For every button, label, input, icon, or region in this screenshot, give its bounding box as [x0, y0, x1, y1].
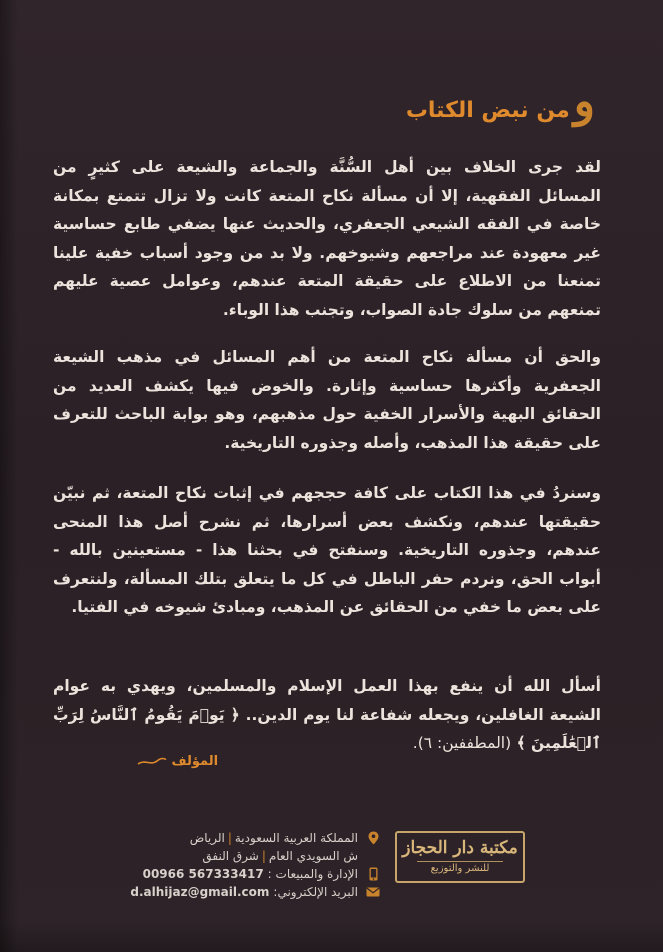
email-label: البريد الإلكتروني: [273, 885, 358, 899]
paragraph-4 [53, 672, 601, 758]
paragraph-2: والحق أن مسألة نكاح المتعة من أهم المسائل في مذهب الشيعة الجعفرية وأكثرها حساسية وإثارة. والخوض فيها يكشف العديد من الحقائق البهية والأسرار الخفية حول مذهبهم، وهو بوابة الباحث للتعرف على حقيقة هذا المذهب، وأصله وجذوره التاريخية. [53, 348, 601, 452]
phone-number[interactable]: 00966 567333417 [142, 867, 264, 881]
publisher-logo [395, 831, 525, 883]
envelope-icon [366, 885, 380, 899]
section-heading [405, 76, 595, 132]
author-label: المؤلف [171, 754, 219, 769]
paragraph-1: لقد جرى الخلاف بين أهل السُّنَّة والجماعة والشيعة على كثيرٍ من المسائل الفقهية، إلا أن مسألة نكاح المتعة كانت ولا تزال تتمتع بمكانة خاصة في الفقه الشيعي الجعفري، والحديث عنها يضفي طابع حساسية غير معهودة عند مراجعهم وشيوخهم. ولا بد من وجود أسباب خفية علينا تمنعنا من الاطلاع على حقيقة المتعة عندهم، وعوامل عصية عليهم تمنعهم من سلوك جادة الصواب، وتجنب هذا الوباء. [53, 158, 601, 319]
email-address[interactable]: d.alhijaz@gmail.com [130, 885, 270, 899]
verse-reference: (المطففين: ٦). [412, 734, 512, 753]
author-signature [135, 754, 218, 769]
city: الرياض [189, 831, 225, 845]
heading-title: من نبض الكتاب [405, 97, 570, 123]
contact-info [130, 829, 380, 901]
street: ش السويدي العام [268, 849, 358, 863]
spine-shadow [0, 0, 18, 952]
heading-quote-mark-icon: و [573, 76, 595, 127]
closing-prayer: أسأل الله أن ينفع بهذا العمل الإسلام والمسلمين، ويهدي به عوام الشيعة الغافلين، ويجعله شفاعة لنا يوم الدين.. [53, 677, 601, 724]
phone-label: الإدارة والمبيعات : [267, 867, 358, 881]
bottom-shade [0, 922, 663, 952]
phone-row [130, 865, 380, 883]
email-row [130, 883, 380, 901]
quran-verse: ﴿ يَوۡمَ يَقُومُ ٱلنَّاسُ لِرَبِّ ٱلۡعَٰلَمِينَ ﴾ [53, 705, 601, 753]
district: شرق النفق [202, 849, 259, 863]
mobile-phone-icon [366, 867, 380, 881]
publisher-subtitle: للنشر والتوزيع [417, 861, 503, 876]
location-pin-icon [366, 831, 380, 845]
street-row: ش السويدي العام | شرق النفق [202, 849, 358, 863]
paragraph-3: وسنردُ في هذا الكتاب على كافة حججهم في إثبات نكاح المتعة، ثم نبيّن حقيقتها عندهم، ونكشف بعض أسرارها، ثم نشرح أصل هذا المنحى عندهم، وجذوره التاريخية. وسنفتح في بحثنا هذا - مستعينين بالله - أبواب الحق، ونردم حفر الباطل في كل ما يتعلق بتلك المسألة، ولنتعرف على بعض ما خفي من الحقائق عن المذهب، ومبادئ شيوخه في الفتيا. [53, 484, 601, 617]
publisher-name: مكتبة دار الحجاز [402, 838, 518, 858]
address-row: المملكة العربية السعودية | الرياض [130, 829, 380, 847]
pen-flourish-icon [137, 757, 167, 767]
country: المملكة العربية السعودية [234, 831, 358, 845]
